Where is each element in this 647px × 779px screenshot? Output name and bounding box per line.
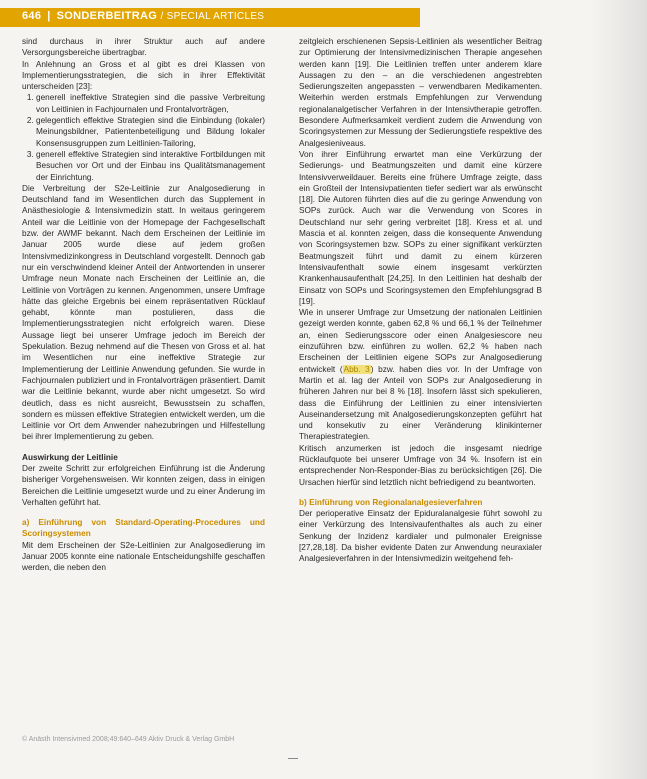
- paragraph: Die Verbreitung der S2e-Leitlinie zur Analgosedierung in Deutschland fand im Wesentlichen durch das Supplement in Anästhesiologie & Intensivmedizin statt. In weitaus geringerem Anteil war die Leitlinie von der Homepage der Fachgesellschaft bzw. der AWMF bekannt. Nach dem Erscheinen der Leitlinie im Januar 2005 wurde diese auf jedem großen Intensivmedizinkongress in Deutschland vorgestellt. Dennoch gab nur ein verschwindend kleiner Anteil der Antwortenden in unserer Umfrage neun Monate nach Erscheinen der Leitlinie an, die Leitlinie von Vorträgen zu kennen. Angenommen, unsere Umfrage hätte das gleiche Ergebnis bei einem repräsentativen Rücklauf gehabt, könnte man postulieren, dass die Implementierungsstrategien nicht erfolgreich waren. Diese Aussage liegt bei unserer Umfrage jedoch im Bereich der Spekulation. Bezug nehmend auf die Thesen von Gross et al. hat im Wesentlichen nur eine ineffektive Strategie zur Implementierung der Leitlinie Anwendung gefunden. Sie wurde in Fachjournalen publiziert und in Frontalvorträgen präsentiert. Damit war die Leitlinie bekannt, wurde aber nicht umgesetzt. So wird deutlich, dass es nicht ausreicht, Bewusstsein zu schaffen, sondern es müssen effektive Strategien entwickelt werden, um die Leitlinie vor Ort dem Anwender nahezubringen und Hilfestellung bei ihrer Implementierung zu geben.: [22, 183, 265, 442]
- section-heading: Auswirkung der Leitlinie: [22, 452, 118, 462]
- page-number: 646: [22, 10, 42, 22]
- subsection-heading: b) Einführung von Regionalanalgesieverfahren: [299, 497, 483, 507]
- paragraph: Mit dem Erscheinen der S2e-Leitlinien zur Analgosedierung im Januar 2005 konnte eine nationale Entscheidungshilfe geschaffen werden, die neben den: [22, 540, 265, 573]
- list-item: 2. gelegentlich effektive Strategien sind die Einbindung (lokaler) Meinungsbildner, Patientenbeteiligung und Bildung lokaler Konsensusgruppen zum Leitlinien-Tailoring,: [36, 115, 265, 149]
- left-column: [22, 36, 265, 574]
- strategy-list: [22, 92, 265, 182]
- section-title: SONDERBEITRAG: [56, 10, 158, 22]
- header-separator: |: [47, 10, 51, 22]
- text-run: ) bzw. haben dies vor. In der Umfrage von Martin et al. lag der Anteil von SOPs zur Analgosedierung in früheren Jahren nur bei 8 % [18]. Insofern lässt sich spekulieren, dass die Einführung der Leitlinien zu einer intensivierten Auseinandersetzung mit Analgosedierungskonzepten geführt hat und konsekutiv zu einer Veränderung klinikinterner Therapiestrategien.: [299, 364, 542, 442]
- paragraph: Kritisch anzumerken ist jedoch die insgesamt niedrige Rücklaufquote bei unserer Umfrage von 34 %. Insofern ist ein entsprechender Non-Responder-Bias zu berücksichtigen [26]. Die Ursachen hierfür sind letztlich nicht befriedigend zu beantworten.: [299, 443, 542, 487]
- paragraph: In Anlehnung an Gross et al gibt es drei Klassen von Implementierungsstrategien, die sich in ihrer Effektivität unterscheiden [23]:: [22, 59, 265, 92]
- running-header: [22, 10, 264, 22]
- paragraph: Der zweite Schritt zur erfolgreichen Einführung ist die Änderung bisheriger Vorgehensweisen. Wir konnten zeigen, dass in einigen Bereichen die Leitlinie umgesetzt wurde und zu einer Änderung im Verhalten geführt hat.: [22, 463, 265, 507]
- paragraph: [299, 307, 542, 443]
- paragraph: sind durchaus in ihrer Struktur auch auf andere Versorgungsbereiche übertragbar.: [22, 37, 265, 58]
- figure-reference-link[interactable]: Abb. 3: [343, 364, 370, 374]
- footer-mark: [288, 758, 298, 759]
- subsection-heading: a) Einführung von Standard-Operating-Procedures und Scoringsystemen: [22, 518, 265, 539]
- text-run: Wie in unserer Umfrage zur Umsetzung der nationalen Leitlinien gezeigt werden konnte, gaben 62,8 % und 66,1 % der Teilnehmer an, einen Sedierungsscore oder einen Analgesiescore neu einzuführen bzw. einführen zu wollen. 62,2 % haben nach Erscheinen der Leitlinien eigene SOPs zur Analgosedierung entwickelt (: [299, 308, 542, 374]
- page-edge-shadow: [589, 0, 647, 779]
- right-column: [299, 36, 542, 565]
- paragraph: Der perioperative Einsatz der Epiduralanalgesie führt sowohl zu einer Verkürzung des Intensivaufenthaltes als auch zu einer Senkung der Inzidenz kardialer und pulmonaler Ereignisse [27,28,18]. Da bisher evidente Daten zur Anwendung neuraxialer Analgesieverfahren in der Intensivmedizin weitgehend feh-: [299, 509, 542, 564]
- subsection-title: / SPECIAL ARTICLES: [160, 11, 265, 22]
- paragraph: zeitgleich erschienenen Sepsis-Leitlinien als wesentlicher Beitrag zur Optimierung der Intensivmedizinischen Therapie angesehen werden kann [19]. Die Leitlinien treffen unter anderem klare Aussagen zu den – an die verschiedenen angestrebten Sedierungszeiten angepassten – verwendbaren Medikamenten. Weiterhin werden erstmals Empfehlungen zur Verwendung regionalanalgetischer Verfahren in der Intensivtherapie getroffen. Besondere Aufmerksamkeit verdient zudem die Anwendung von Scoringsystemen zur Messung der Sedierungstiefe respektive des Analgesieniveaus.: [299, 37, 542, 148]
- paragraph: Von ihrer Einführung erwartet man eine Verkürzung der Sedierungs- und Beatmungszeiten und damit eine kürzere Intensivverweildauer. Bereits eine frühere Umfrage zeigte, dass ein Großteil der Intensivpatienten tiefer sediert war als erwünscht [18]. Die Autoren führten dies auf die zu geringe Anwendung von SOPs zurück. Auch war die Verwendung von Scores in Deutschland nur sehr gering verbreitet [18]. Kress et al. und Mascia et al. konnten zeigen, dass die konsequente Anwendung von Scoringsystemen bzw. SOPs zu einer signifikant verkürzten Beatmungszeit führt und damit zu einem kürzeren Intensivaufenthalt sowie einem insgesamt verkürzten Krankenhausaufenthalt [24,25]. In den Leitlinien hat deshalb der Einsatz von SOPs und Scoringsystemen den Empfehlungsgrad B [19].: [299, 149, 542, 306]
- list-item: 1. generell ineffektive Strategien sind die passive Verbreitung von Leitlinien in Fachjournalen und Frontalvorträgen,: [36, 92, 265, 115]
- list-item: 3. generell effektive Strategien sind interaktive Fortbildungen mit Besuchen vor Ort und der Einbau ins Qualitätsmanagement der Einrichtung.: [36, 149, 265, 183]
- page-footer: © Anästh Intensivmed 2008;49:640–649 Aktiv Druck & Verlag GmbH: [22, 736, 235, 743]
